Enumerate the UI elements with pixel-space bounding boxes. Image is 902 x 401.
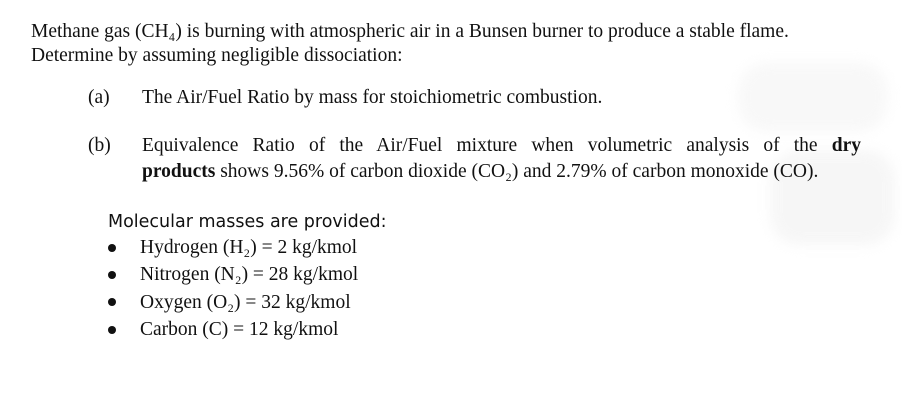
molecular-masses-title: Molecular masses are provided: <box>108 212 387 232</box>
question-b-line-1 <box>142 134 861 157</box>
molecular-mass-item: Carbon (C) = 12 kg/kmol <box>140 319 339 340</box>
molecular-mass-item: Nitrogen (N₂) = 28 kg/kmol <box>140 264 359 285</box>
bullet-icon <box>108 244 116 252</box>
question-a-label: (a) <box>88 87 110 108</box>
question-b-prefix: Equivalence Ratio of the Air/Fuel mixture when volumetric analysis of the <box>142 135 818 156</box>
question-b-rest: shows 9.56% of carbon dioxide (CO₂) and 2.79% of carbon monoxide (CO). <box>220 161 819 182</box>
question-b-line-2 <box>142 160 818 183</box>
intro-line-1: Methane gas (CH₄) is burning with atmospheric air in a Bunsen burner to produce a stable flame. <box>31 21 789 42</box>
question-a-text: The Air/Fuel Ratio by mass for stoichiometric combustion. <box>142 87 603 108</box>
question-b-bold-products: products <box>142 161 216 182</box>
question-b-label: (b) <box>88 135 111 156</box>
background-smudge <box>738 62 888 132</box>
molecular-mass-item: Hydrogen (H₂) = 2 kg/kmol <box>140 237 358 258</box>
molecular-mass-item: Oxygen (O₂) = 32 kg/kmol <box>140 292 351 313</box>
bullet-icon <box>108 271 116 279</box>
question-b-bold-dry: dry <box>831 135 862 156</box>
bullet-icon <box>108 298 116 306</box>
intro-line-2: Determine by assuming negligible dissociation: <box>31 45 403 66</box>
bullet-icon <box>108 326 116 334</box>
